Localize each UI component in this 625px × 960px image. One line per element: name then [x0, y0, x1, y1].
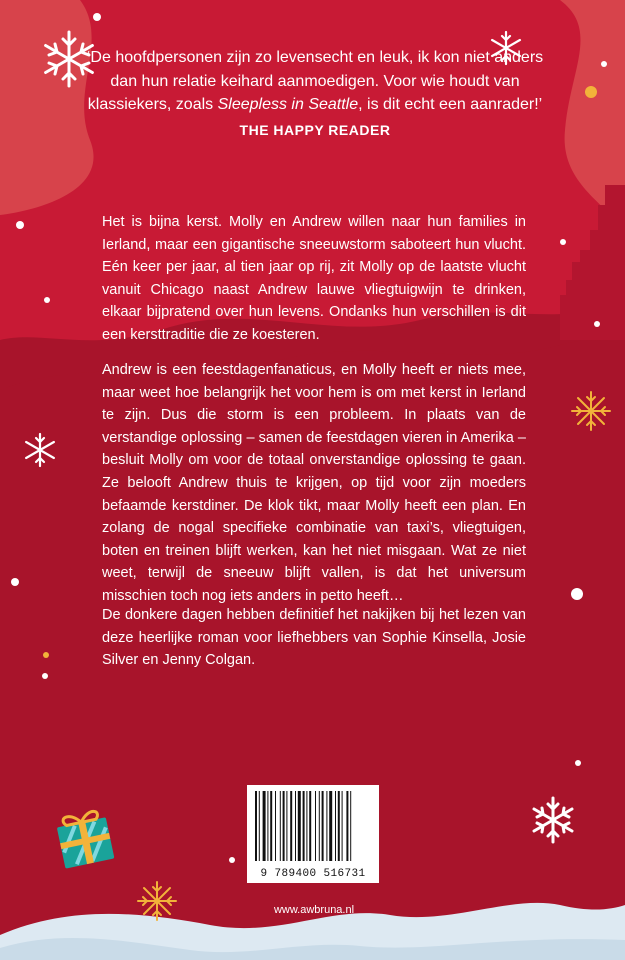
barcode-bar	[283, 791, 285, 861]
isbn-number: 9 789400 516731	[260, 868, 366, 880]
barcode-bar	[335, 791, 336, 861]
barcode-bar	[329, 791, 332, 861]
barcode-bar	[255, 791, 257, 861]
barcode-bar	[298, 791, 301, 861]
barcode-bar	[275, 791, 276, 861]
barcode-bar	[263, 791, 266, 861]
quote-italic-title: Sleepless in Seattle	[217, 96, 359, 113]
barcode-bar	[350, 791, 351, 861]
blurb-paragraph-2: Andrew is een feestdagenfanaticus, en Molly heeft er niets mee, maar weet hoe belangrijk het voor hem is om met kerst in Ierland te zijn. Dus die storm is een probleem. In plaats van de verstandige oplossing – samen de feestdagen vieren in Amerika – besluit Molly om voor de totaal onverstandige oplossing te gaan. Ze belooft Andrew thuis te krijgen, op tijd voor zijn moeders befaamde kerstdiner. De klok tikt, maar Molly heeft een plan. En zolang de nogal specifieke combinatie van taxi’s, vliegtuigen, boten en treinen blijft werken, kan het niet misgaan. Wat ze niet weet, terwijl de sneeuw blijft vallen, is dat het universum misschien toch nog iets anders in petto heeft…	[102, 362, 526, 604]
barcode-bar	[303, 791, 305, 861]
review-quote	[80, 46, 550, 142]
isbn-barcode	[247, 785, 379, 883]
blurb-paragraph-3: De donkere dagen hebben definitief het nakijken bij het lezen van deze heerlijke roman voor liefhebbers van Sophie Kinsella, Josie Silver en Jenny Colgan.	[102, 607, 526, 669]
barcode-bar	[267, 791, 268, 861]
publisher-url: www.awbruna.nl	[273, 904, 355, 916]
barcode-bar	[338, 791, 340, 861]
barcode-bar	[319, 791, 320, 861]
barcode-bar	[270, 791, 272, 861]
barcode-bar	[280, 791, 281, 861]
barcode-bar	[259, 791, 260, 861]
barcode-bar	[306, 791, 307, 861]
barcode-bar	[295, 791, 296, 861]
barcode-bar	[326, 791, 327, 861]
barcode-bar	[342, 791, 343, 861]
quote-text-start: ‘De hoofdpersonen zijn zo levensecht en leuk, ik kon niet anders dan hun relatie keihard aanmoedigen. Voor wie houdt van klassiekers, zoals	[86, 49, 544, 113]
barcode-bar	[315, 791, 316, 861]
barcode-bar	[290, 791, 292, 861]
barcode-bar	[286, 791, 287, 861]
barcode-bar	[346, 791, 348, 861]
barcode-bar	[309, 791, 311, 861]
quote-text-end: , is dit echt een aanrader!’	[358, 96, 543, 113]
barcode-bar	[322, 791, 324, 861]
barcode-bars	[247, 785, 379, 867]
blurb-paragraph-1: Het is bijna kerst. Molly en Andrew willen naar hun families in Ierland, maar een gigantische sneeuwstorm saboteert hun vlucht. Eén keer per jaar, al tien jaar op rij, zit Molly op de laatste vlucht vanuit Chicago naast Andrew lauwe vliegtuigwijn te drinken, elkaar bijpratend over hun levens. Ondanks hun verschillen is dit een kersttraditie die ze koesteren.	[102, 214, 526, 343]
quote-attribution: THE HAPPY READER	[239, 121, 391, 138]
